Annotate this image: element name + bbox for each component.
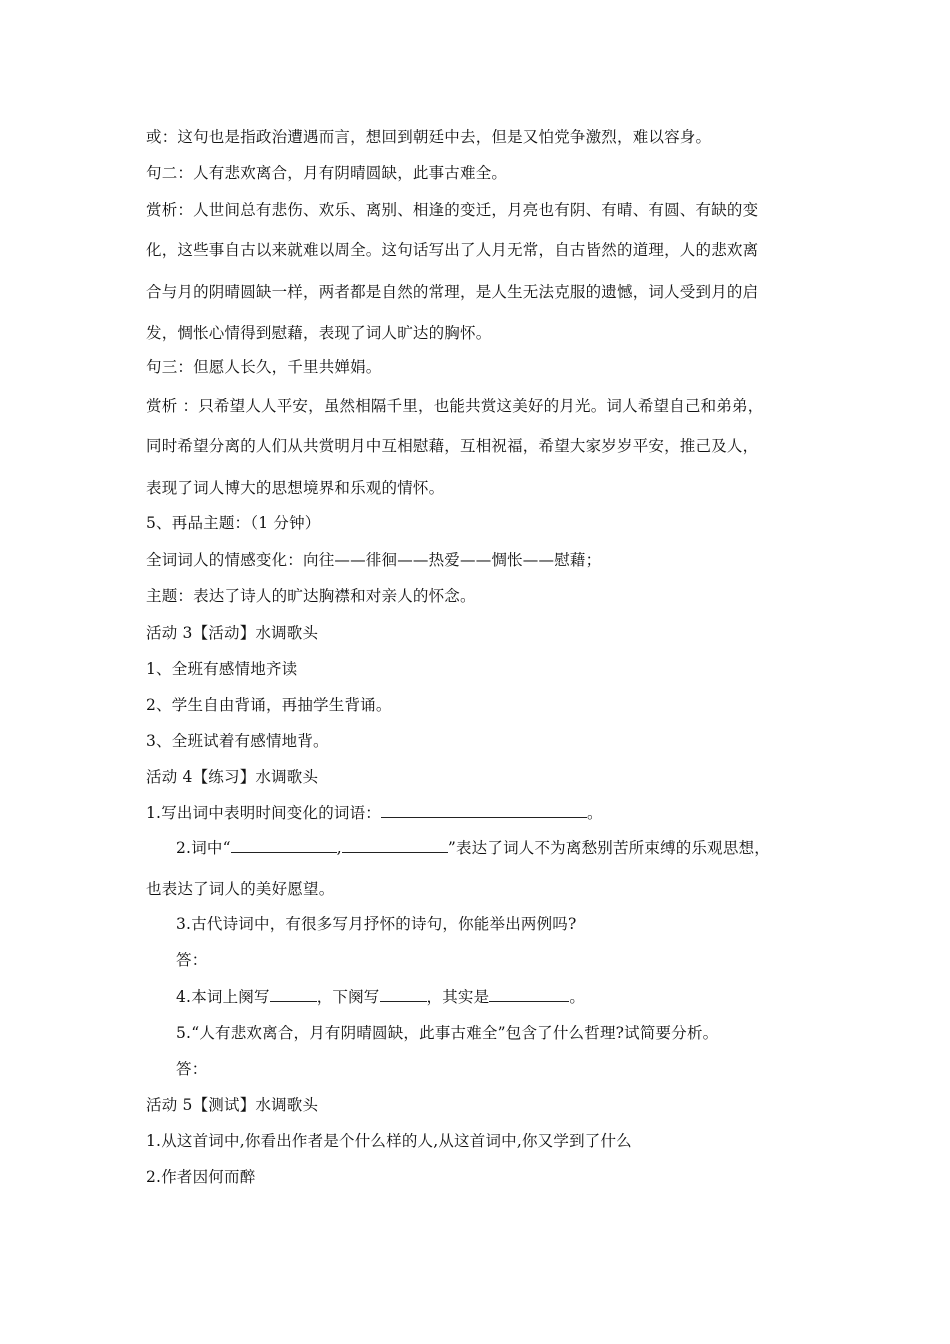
text-line: 赏析：人世间总有悲伤、欢乐、离别、相逢的变迁，月亮也有阴、有晴、有圆、有缺的变: [146, 201, 759, 219]
activity-heading: 活动 4【练习】水调歌头: [146, 768, 319, 786]
text-line: 同时希望分离的人们从共赏明月中互相慰藉，互相祝福，希望大家岁岁平安，推己及人，: [146, 437, 759, 455]
fill-blank: [380, 987, 427, 1002]
text-line: 2、学生自由背诵，再抽学生背诵。: [146, 696, 392, 714]
question-1: 1.写出词中表明时间变化的词语： 。: [146, 804, 603, 822]
test-item: 1.从这首词中,你看出作者是个什么样的人,从这首词中,你又学到了什么: [146, 1132, 632, 1150]
fill-blank: [342, 838, 448, 853]
text-line: 或：这句也是指政治遭遇而言，想回到朝廷中去，但是又怕党争激烈，难以容身。: [146, 128, 712, 146]
fill-blank: [231, 838, 337, 853]
text-line: 化，这些事自古以来就难以周全。这句话写出了人月无常，自古皆然的道理，人的悲欢离: [146, 241, 759, 259]
fill-blank: [489, 987, 569, 1002]
text-line: 也表达了词人的美好愿望。: [146, 880, 335, 898]
fill-blank: [381, 803, 587, 818]
text-line: 3、全班试着有感情地背。: [146, 732, 329, 750]
section-heading: 5、再品主题：（1 分钟）: [146, 514, 321, 532]
test-item: 2.作者因何而醉: [146, 1168, 256, 1186]
text-line: 发，惆怅心情得到慰藉，表现了词人旷达的胸怀。: [146, 324, 492, 342]
question-3: 3.古代诗词中，有很多写月抒怀的诗句，你能举出两例吗?: [176, 915, 577, 933]
answer-label: 答：: [176, 1060, 208, 1078]
question-2: 2.词中“ , ”表达了词人不为离愁别苦所束缚的乐观思想，: [176, 839, 770, 857]
text-line: 主题：表达了诗人的旷达胸襟和对亲人的怀念。: [146, 587, 476, 605]
activity-heading: 活动 3【活动】水调歌头: [146, 624, 319, 642]
text-line: 句二：人有悲欢离合，月有阴晴圆缺，此事古难全。: [146, 164, 508, 182]
text-line: 全词词人的情感变化：向往——徘徊——热爱——惆怅——慰藉；: [146, 551, 602, 569]
activity-heading: 活动 5【测试】水调歌头: [146, 1096, 319, 1114]
text-line: 合与月的阴晴圆缺一样，两者都是自然的常理，是人生无法克服的遗憾，词人受到月的启: [146, 283, 759, 301]
fill-blank: [270, 987, 317, 1002]
question-4: 4.本词上阕写 ，下阕写 ，其实是 。: [176, 988, 586, 1006]
answer-label: 答：: [176, 951, 208, 969]
text-line: 赏析 ：只希望人人平安，虽然相隔千里，也能共赏这美好的月光。词人希望自己和弟弟，: [146, 397, 764, 415]
text-line: 1、全班有感情地齐读: [146, 660, 298, 678]
text-line: 表现了词人博大的思想境界和乐观的情怀。: [146, 479, 445, 497]
question-5: 5.“人有悲欢离合，月有阴晴圆缺，此事古难全”包含了什么哲理?试简要分析。: [176, 1024, 719, 1042]
text-line: 句三：但愿人长久，千里共婵娟。: [146, 358, 382, 376]
